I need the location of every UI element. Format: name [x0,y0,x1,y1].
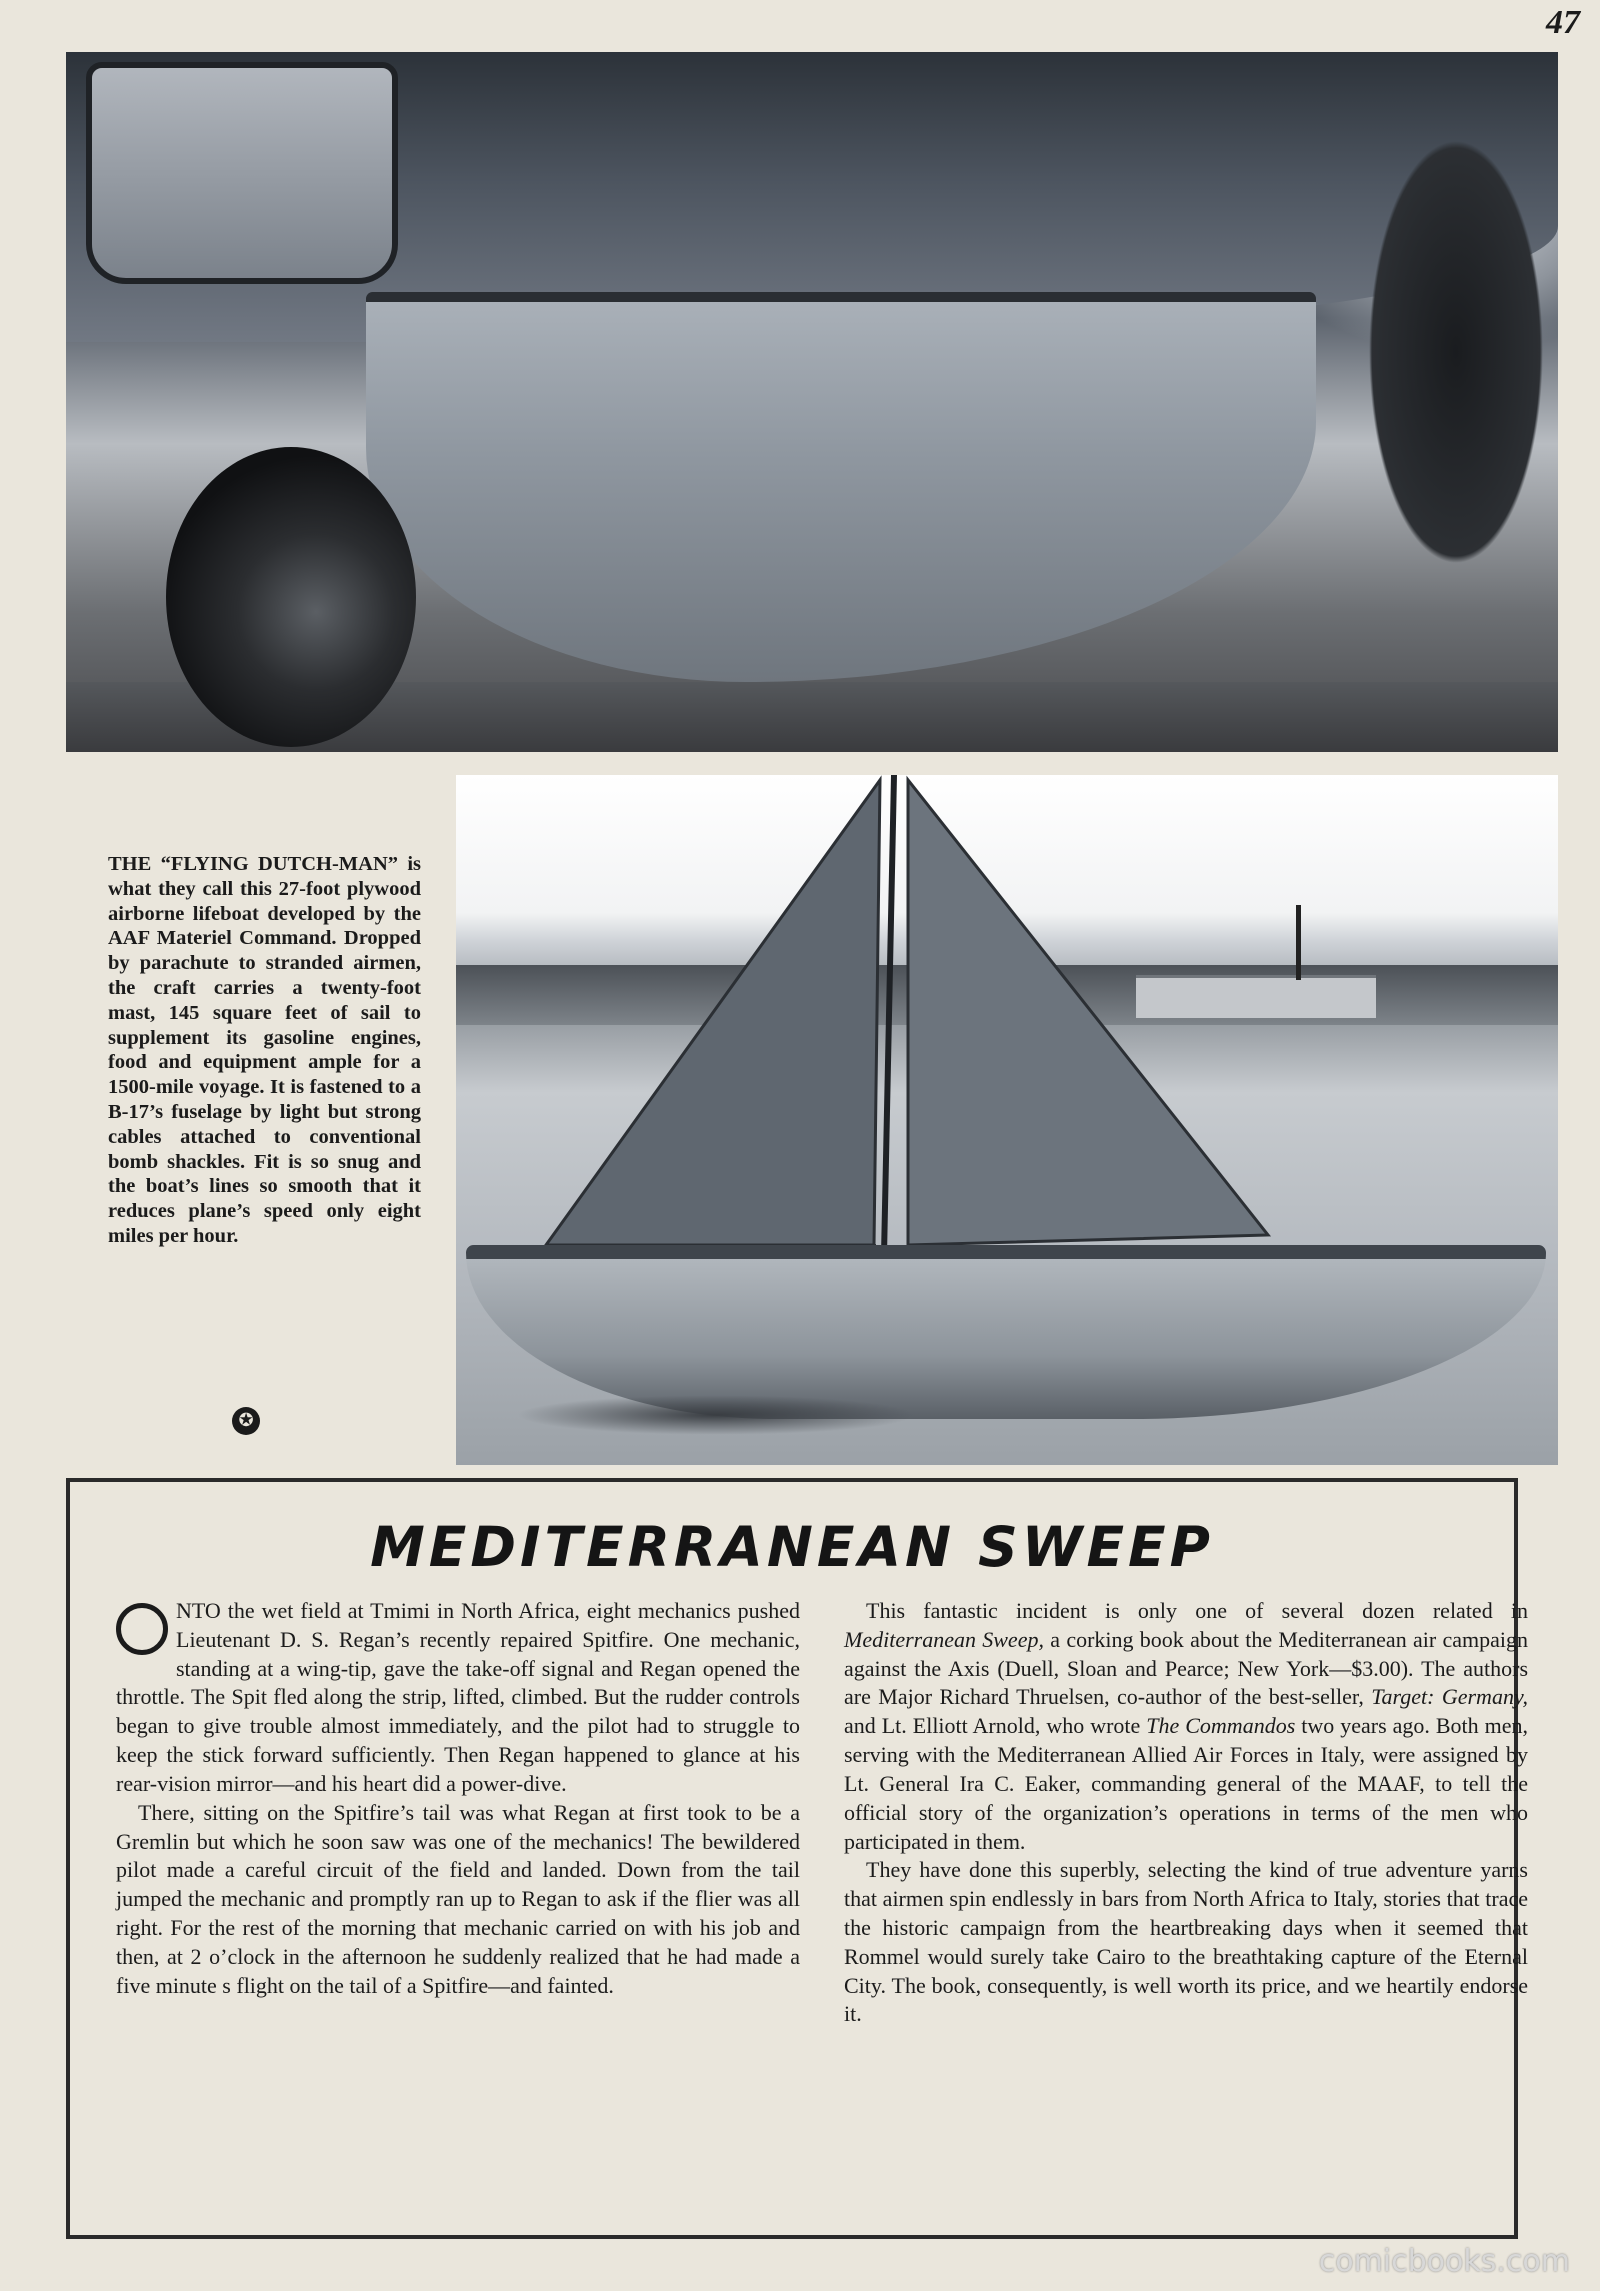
dropcap-o-icon [116,1603,168,1655]
photo-lifeboat-sailing [456,775,1558,1465]
photo-lifeboat-hull [366,292,1316,682]
article-column-left [116,1597,800,2000]
book-title: Mediterranean Sweep, [844,1626,1044,1652]
paragraph-text: two years ago. Both men, serving with the Mediterranean Allied Air Forces in Italy, were assigned by Lt. General Ira C. Eaker, commanding general of the MAAF, to tell the official story of the organization’s operations in terms of the men who participated in them. [844,1713,1528,1854]
watermark: comicbooks.com [1318,2244,1570,2279]
photo-hatch [86,62,398,284]
article-paragraph: There, sitting on the Spitfire’s tail was what Regan at first took to be a Gremlin but which he soon saw was one of the mechanics! The bewildered pilot made a careful circuit of the field and landed. Down from the tail jumped the mechanic and promptly ran up to Regan to ask if the flier was all right. For the rest of the morning that mechanic carried on with his job and then, at 2 o’clock in the afternoon he suddenly realized that he had made a five minute s flight on the tail of a Spitfire—and fainted. [116,1799,800,1998]
paragraph-text: a corking book about the Mediterranean air campaign against the Axis (Duell, Sloan and Pearce; New York—$3.00). The authors are Major Richard Thruelsen, co-author of the best-seller, [844,1626,1528,1710]
photo-wake [516,1395,916,1435]
article-box [66,1478,1528,2239]
article-title: MEDITERRANEAN SWEEP [370,1515,1214,1579]
article-paragraph [116,1597,800,1799]
photo-engine [1306,52,1558,752]
photo-landing-wheel [166,447,416,747]
article-column-right [844,1597,1528,2029]
photo-b17-lifeboat [66,52,1558,752]
article-paragraph [844,1597,1528,1856]
caption-lead: THE “FLYING DUTCH-MAN” [108,853,399,875]
page-number: 47 [1546,4,1580,41]
paragraph-text: NTO the wet field at Tmimi in North Africa, eight mechanics pushed Lieutenant D. S. Regan’s recently repaired Spitfire. One mechanic, standing at a wing-tip, gave the take-off signal and Regan opened the throttle. The Spit fled along the strip, lifted, climbed. But the rudder controls began to give trouble almost immediately, and the pilot had to struggle to keep the stick forward sufficiently. Then Regan happened to glance at his rear-vision mirror—and his heart did a power-dive. [116,1598,800,1796]
star-icon: ✪ [232,1407,260,1435]
book-title: The Commandos [1146,1713,1296,1739]
paragraph-text: This fantastic incident is only one of several dozen related in [866,1598,1528,1623]
photo-caption [108,852,421,1249]
article-paragraph: They have done this superbly, selecting the kind of true adventure yarns that airmen spin endlessly in bars from North Africa to Italy, stories that trace the historic campaign from the heartbreaking days when it seemed that Rommel would surely take Cairo to the breathtaking capture of the Eternal City. The book, consequently, is well worth its price, and we heartily endorse it. [844,1857,1528,2027]
paragraph-text: and Lt. Elliott Arnold, who wrote [844,1713,1147,1739]
caption-text: is what they call this 27-foot plywood airborne lifeboat developed by the AAF Materiel Command. Dropped by parachute to stranded airmen, the craft carries a twenty-foot mast, 145 square feet of sail to supplement its gasoline engines, food and equipment ample for a 1500-mile voyage. It is fastened to a B-17’s fuselage by light but strong cables attached to conventional bomb shackles. Fit is so snug and the boat’s lines so smooth that it reduces plane’s speed only eight miles per hour. [108,853,421,1247]
book-title: Target: Germany, [1371,1684,1528,1710]
